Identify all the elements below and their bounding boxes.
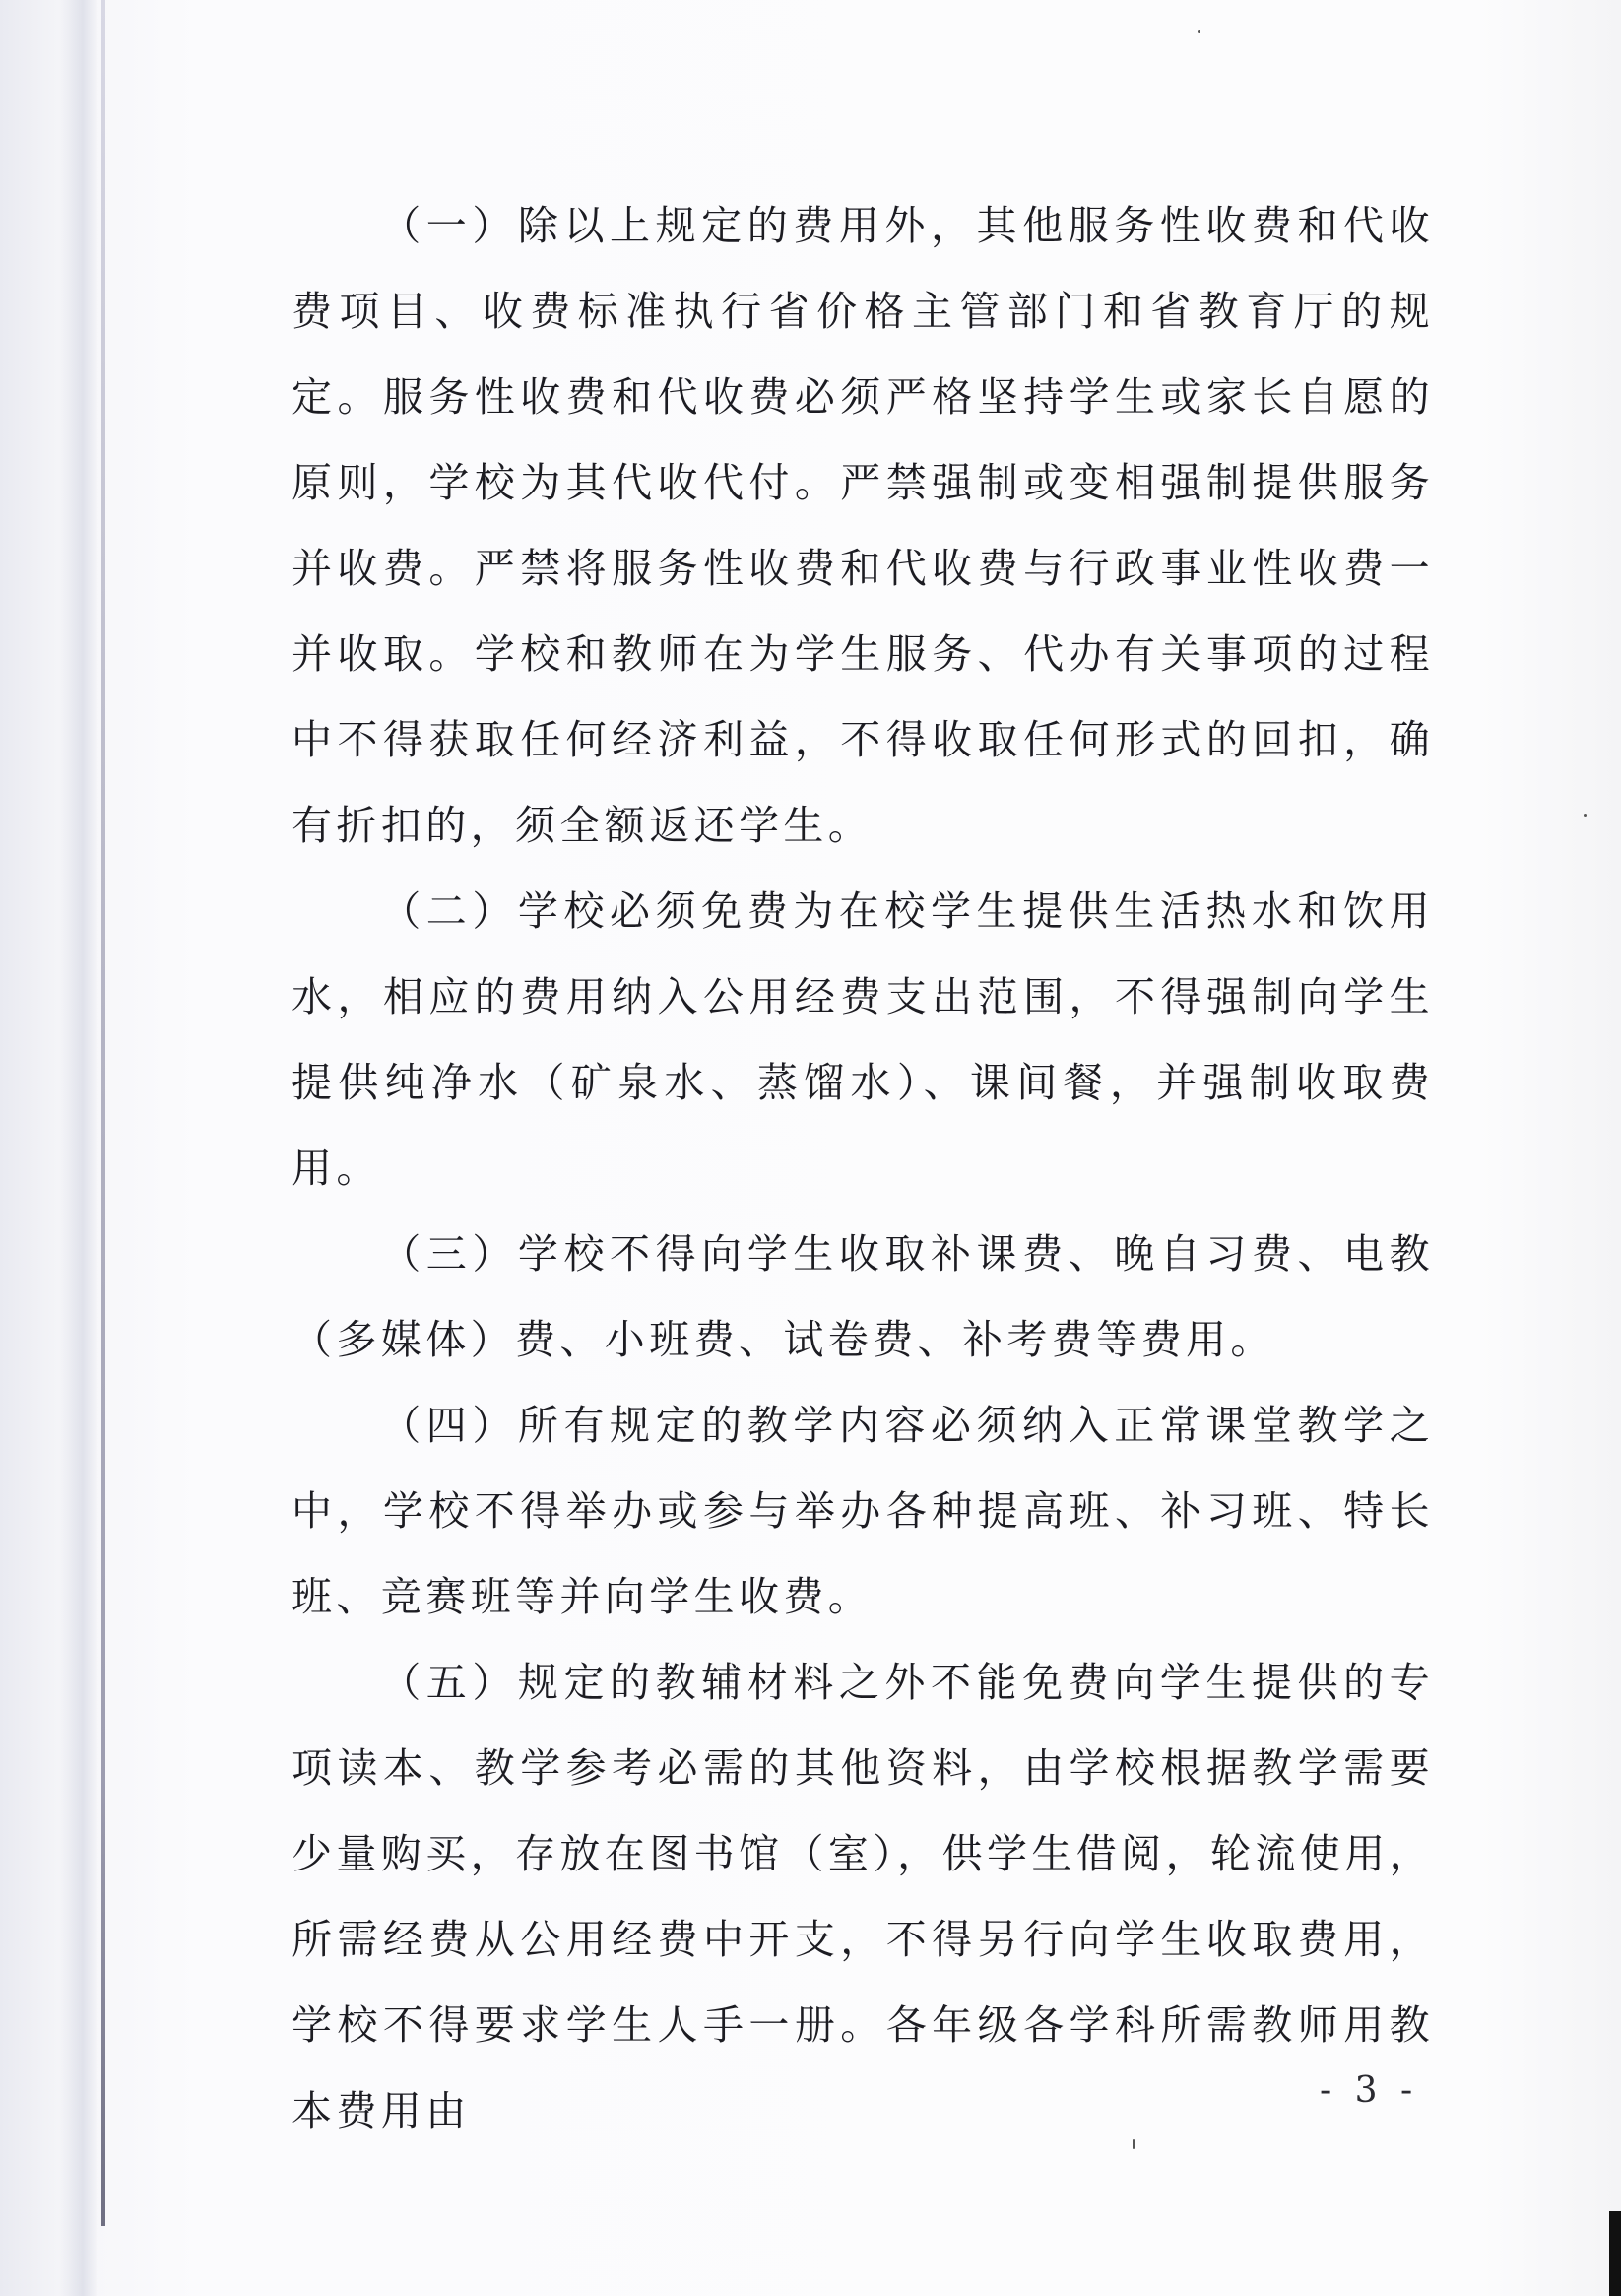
scan-speck <box>1198 30 1200 33</box>
paragraph-2: （二）学校必须免费为在校学生提供生活热水和饮用水，相应的费用纳入公用经费支出范围，不得强制向学生提供纯净水（矿泉水、蒸馏水）、课间餐，并强制收取费用。 <box>292 887 1434 1192</box>
paragraph-4: （四）所有规定的教学内容必须纳入正常课堂教学之中，学校不得举办或参与举办各种提高班、补习班、特长班、竞赛班等并向学生收费。 <box>292 1402 1434 1620</box>
scan-speck <box>1584 814 1587 817</box>
scan-edge-mark <box>1609 2211 1621 2296</box>
page-number: - 3 - <box>1320 2070 1419 2111</box>
document-body <box>292 183 1434 2154</box>
binding-shadow <box>59 0 98 2296</box>
binding-edge-line <box>101 0 105 2226</box>
paragraph-5: （五）规定的教辅材料之外不能免费向学生提供的专项读本、教学参考必需的其他资料，由学校根据教学需要少量购买，存放在图书馆（室），供学生借阅，轮流使用，所需经费从公用经费中开支，不得另行向学生收取费用，学校不得要求学生人手一册。各年级各学科所需教师用教本费用由 <box>292 1659 1434 2134</box>
paragraph-3: （三）学校不得向学生收取补课费、晚自习费、电教（多媒体）费、小班费、试卷费、补考费等费用。 <box>292 1230 1434 1363</box>
paragraph-1: （一）除以上规定的费用外，其他服务性收费和代收费项目、收费标准执行省价格主管部门和省教育厅的规定。服务性收费和代收费必须严格坚持学生或家长自愿的原则，学校为其代收代付。严禁强制或变相强制提供服务并收费。严禁将服务性收费和代收费与行政事业性收费一并收取。学校和教师在为学生服务、代办有关事项的过程中不得获取任何经济利益，不得收取任何形式的回扣，确有折扣的，须全额返还学生。 <box>292 202 1434 849</box>
